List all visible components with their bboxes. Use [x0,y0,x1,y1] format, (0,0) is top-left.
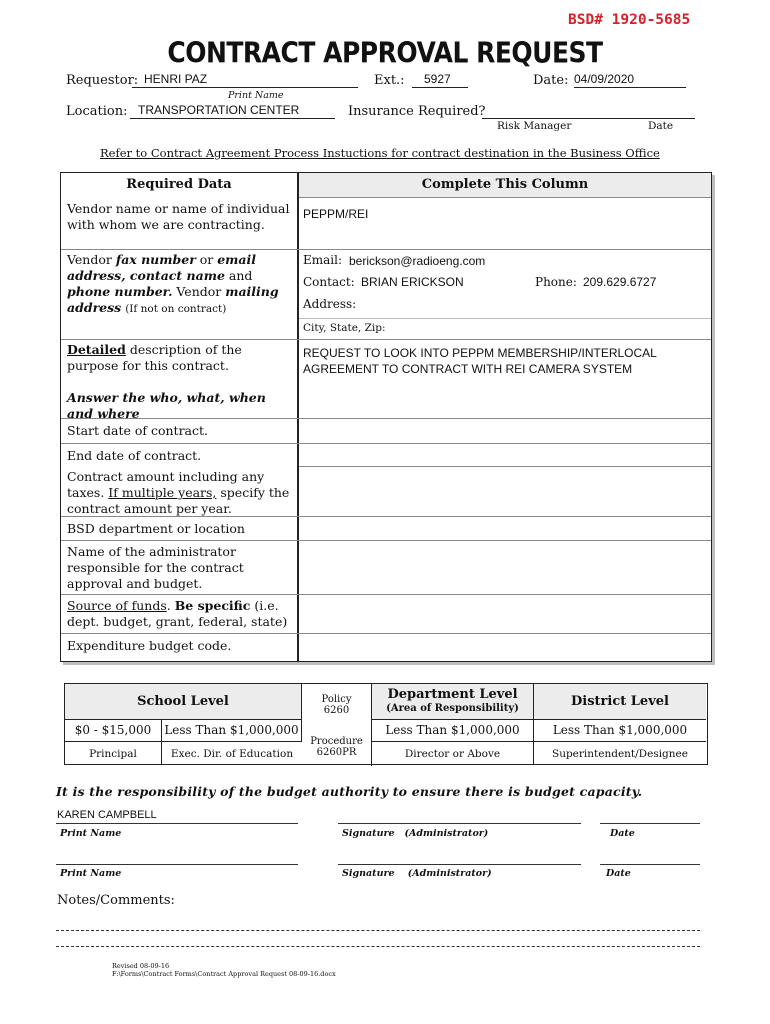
administrator-label: Name of the administrator responsible for the contract approval and budget. [67,544,244,591]
funds-text-u: Source of funds [67,598,167,613]
district-level-cell [534,684,706,720]
range-cell: Less Than $1,000,000 [534,720,706,742]
ext-value: 5927 [424,72,451,86]
insurance-label: Insurance Required? [348,104,486,119]
location-value: TRANSPORTATION CENTER [138,103,300,117]
vc-text-6: phone number. [67,284,173,299]
date-line[interactable] [600,864,700,865]
insurance-field[interactable] [482,103,695,119]
school-level-text: School Level [137,694,229,709]
dept-level-cell [372,684,534,720]
description-value: REQUEST TO LOOK INTO PEPPM MEMBERSHIP/INTERLOCAL AGREEMENT TO CONTRACT WITH REI CAMERA SYSTEM [303,346,657,376]
right-header [299,173,711,198]
print-name-caption: Print Name [228,90,284,101]
school-level-cell [65,684,302,720]
start-date-label: Start date of contract. [67,423,209,438]
administrator-label: (Administrator) [404,828,489,839]
phone-label: Phone: [535,275,577,289]
email-label: Email: [303,253,343,267]
page-title: CONTRACT APPROVAL REQUEST [167,35,603,70]
vc-text-1: Vendor [67,252,116,267]
vendor-name-value: PEPPM/REI [303,207,369,221]
funds-field[interactable] [299,595,711,631]
vc-text-8: mailing address [67,284,279,315]
approval-levels-table [64,683,708,765]
funds-text-rest: (i.e. dept. budget, grant, federal, state) [67,598,288,629]
print-name-caption: Print Name [60,828,122,839]
revised-date: Revised 08-09-16 [112,962,170,970]
date-label: Date: [533,73,569,88]
funds-label: Source of funds. Be specific (i.e. dept. budget, grant, federal, state) [67,598,288,629]
requestor-label: Requestor: [66,73,139,88]
responsibility-statement: It is the responsibility of the budget authority to ensure there is budget capacity. [56,784,643,799]
desc-label-underlined: Detailed [67,342,126,357]
vendor-contact-label [61,250,297,340]
date-caption: Date [606,868,631,879]
start-date-field[interactable] [299,419,711,441]
end-date-label: End date of contract. [67,448,202,463]
amount-text-1: Contract amount including any taxes. [67,469,265,500]
role-cell: Principal [65,742,162,764]
vc-text-2: fax number [115,252,196,267]
contact-value: BRIAN ERICKSON [361,275,464,289]
range-cell: $0 - $15,000 [65,720,162,742]
email-field[interactable] [299,250,711,272]
date-caption: Date [610,828,635,839]
notes-line[interactable] [56,946,700,947]
insurance-date-caption: Date [648,120,674,132]
range-cell: Less Than $1,000,000 [372,720,534,742]
desc-label-rest: description of the purpose for this contract. [67,342,242,373]
right-header-text: Complete This Column [421,177,589,192]
administrator-label: (Administrator) [407,868,492,879]
location-label: Location: [66,104,128,119]
procedure-text: Procedure [310,736,363,747]
department-field[interactable] [299,517,711,539]
location-field[interactable] [130,103,335,119]
file-path: F:\Forms\Contract Forms\Contract Approval Request 08-09-16.docx [112,970,336,978]
risk-manager-caption: Risk Manager [497,120,572,132]
notes-line[interactable] [56,930,700,931]
dept-level-sub: (Area of Responsibility) [386,703,519,714]
role-cell: Exec. Dir. of Education [170,748,294,760]
description-label [61,340,297,421]
print-name-line[interactable] [56,864,298,865]
policy-cell [302,684,372,766]
vendor-name-field[interactable] [299,197,711,249]
date-value: 04/09/2020 [574,72,635,86]
signature-caption [342,868,492,879]
instructions-link[interactable]: Refer to Contract Agreement Process Instuctions for contract destination in the Business Office [100,146,660,160]
role-cell: Superintendent/Designee [552,748,688,760]
ext-field[interactable] [412,72,468,88]
end-date-field[interactable] [299,444,711,466]
vc-text-3: or [195,252,218,267]
vc-text-7: Vendor [172,284,226,299]
admin-name-value: KAREN CAMPBELL [57,809,157,821]
district-level-text: District Level [571,694,669,709]
address-field[interactable] [299,294,711,318]
email-value: berickson@radioeng.com [349,254,486,268]
city-field[interactable] [299,318,711,339]
requestor-value: HENRI PAZ [144,72,208,86]
amount-text-2: specify the contract amount per year. [67,485,290,516]
signature-line[interactable] [338,864,581,865]
amount-text-u: If multiple years, [108,485,217,500]
ext-label: Ext.: [374,73,405,88]
administrator-field[interactable] [299,541,711,593]
role-cell: Director or Above [372,742,534,764]
date-line[interactable] [600,823,700,824]
dept-level-text: Department Level [387,687,518,702]
signature-label: Signature [342,828,395,839]
phone-value: 209.629.6727 [583,275,657,289]
required-data-table [60,172,712,662]
date-field[interactable] [574,72,686,88]
vc-text-9: (If not on contract) [125,303,227,315]
department-label: BSD department or location [67,521,245,536]
vc-text-5: and [224,268,253,283]
bsd-number: BSD# 1920-5685 [568,12,691,28]
signature-label: Signature [342,868,395,879]
policy-no: 6260 [323,705,350,716]
print-name-caption: Print Name [60,868,122,879]
range-cell: Less Than $1,000,000 [162,720,302,742]
city-label: City, State, Zip: [303,322,386,334]
contact-field[interactable] [299,272,711,294]
requestor-field[interactable] [132,72,358,88]
address-label: Address: [303,297,357,311]
vendor-name-label: Vendor name or name of individual with whom we are contracting. [67,201,290,232]
contract-amount-label [61,467,297,515]
description-field[interactable] [299,339,711,417]
left-header [61,173,297,197]
notes-label: Notes/Comments: [57,893,175,908]
left-header-text: Required Data [126,177,232,192]
procedure-no: 6260PR [316,747,357,758]
budget-code-field[interactable] [299,634,711,660]
contract-amount-field[interactable] [299,467,711,515]
vc-text-4: email address, contact name [67,252,257,283]
signature-line[interactable] [338,823,581,824]
print-name-line[interactable] [56,823,298,824]
funds-text-b: Be specific [174,598,251,613]
contact-label: Contact: [303,275,355,289]
policy-text: Policy [321,694,352,705]
budget-code-label: Expenditure budget code. [67,638,232,653]
signature-caption [342,828,488,839]
desc-answer-hint: Answer the who, what, when and where [67,390,266,421]
